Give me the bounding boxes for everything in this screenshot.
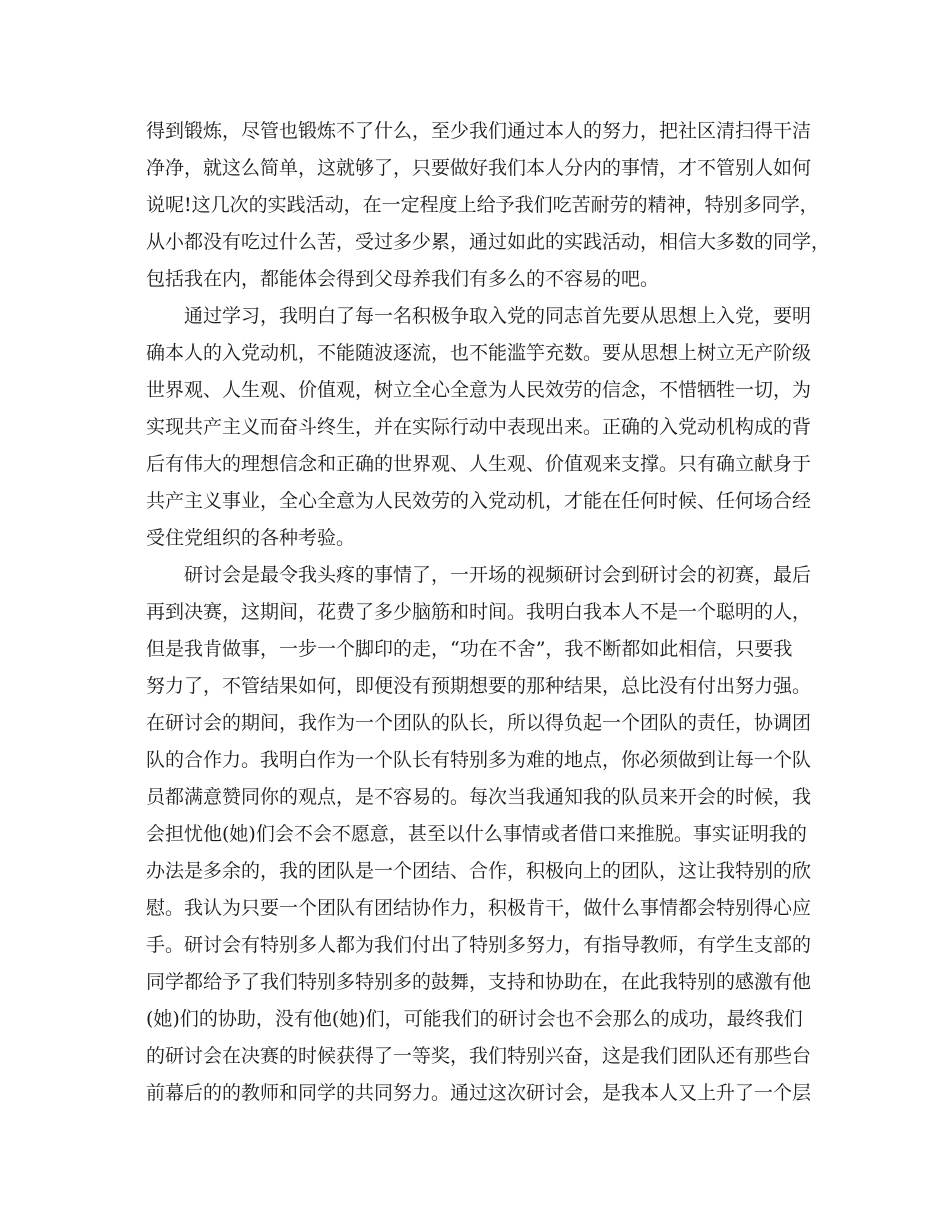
text-line: 办法是多余的，我的团队是一个团结、合作，积极向上的团队，这让我特别的欣 <box>146 860 812 882</box>
text-line: 说呢!这几次的实践活动，在一定程度上给予我们吃苦耐劳的精神，特别多同学， <box>146 194 819 216</box>
text-line: 员都满意赞同你的观点，是不容易的。每次当我通知我的队员来开会的时候，我 <box>146 786 812 808</box>
text-line: 世界观、人生观、价值观，树立全心全意为人民效劳的信念，不惜牺牲一切，为 <box>146 379 812 401</box>
text-line: 受住党组织的各种考验。 <box>146 527 356 549</box>
text-line: 从小都没有吃过什么苦，受过多少累，通过如此的实践活动，相信大多数的同学， <box>146 231 831 253</box>
text-line: 再到决赛，这期间，花费了多少脑筋和时间。我明白我本人不是一个聪明的人， <box>146 601 812 623</box>
text-line: 后有伟大的理想信念和正确的世界观、人生观、价值观来支撑。只有确立献身于 <box>146 453 812 475</box>
text-line: 慰。我认为只要一个团队有团结协作力，积极肯干，做什么事情都会特别得心应 <box>146 897 812 919</box>
text-line: 在研讨会的期间，我作为一个团队的队长，所以得负起一个团队的责任，协调团 <box>146 712 812 734</box>
text-line: 队的合作力。我明白作为一个队长有特别多为难的地点，你必须做到让每一个队 <box>146 749 812 771</box>
text-line: 确本人的入党动机，不能随波逐流，也不能滥竽充数。要从思想上树立无产阶级 <box>146 342 812 364</box>
paragraph-first-line: 研讨会是最令我头疼的事情了，一开场的视频研讨会到研讨会的初赛，最后 <box>184 564 812 586</box>
text-line: 手。研讨会有特别多人都为我们付出了特别多努力，有指导教师，有学生支部的 <box>146 934 812 956</box>
text-line: 但是我肯做事，一步一个脚印的走，“功在不舍”，我不断都如此相信，只要我 <box>146 638 793 660</box>
text-line: 前幕后的的教师和同学的共同努力。通过这次研讨会，是我本人又上升了一个层 <box>146 1082 812 1104</box>
text-line: 同学都给予了我们特别多特别多的鼓舞，支持和协助在，在此我特别的感激有他 <box>146 971 812 993</box>
text-line: (她)们的协助，没有他(她)们，可能我们的研讨会也不会那么的成功，最终我们 <box>146 1008 803 1030</box>
text-line: 实现共产主义而奋斗终生，并在实际行动中表现出来。正确的入党动机构成的背 <box>146 416 812 438</box>
paragraph-first-line: 通过学习，我明白了每一名积极争取入党的同志首先要从思想上入党，要明 <box>184 305 812 327</box>
text-line: 共产主义事业，全心全意为人民效劳的入党动机，才能在任何时候、任何场合经 <box>146 490 812 512</box>
text-line: 的研讨会在决赛的时候获得了一等奖，我们特别兴奋，这是我们团队还有那些台 <box>146 1045 812 1067</box>
text-line: 得到锻炼，尽管也锻炼不了什么，至少我们通过本人的努力，把社区清扫得干洁 <box>146 120 812 142</box>
text-line: 会担忧他(她)们会不会不愿意，甚至以什么事情或者借口来推脱。事实证明我的 <box>146 823 807 845</box>
text-line: 包括我在内，都能体会得到父母养我们有多么的不容易的吧。 <box>146 268 660 290</box>
text-line: 努力了，不管结果如何，即便没有预期想要的那种结果，总比没有付出努力强。 <box>146 675 812 697</box>
text-line: 净净，就这么简单，这就够了，只要做好我们本人分内的事情，才不管别人如何 <box>146 157 812 179</box>
